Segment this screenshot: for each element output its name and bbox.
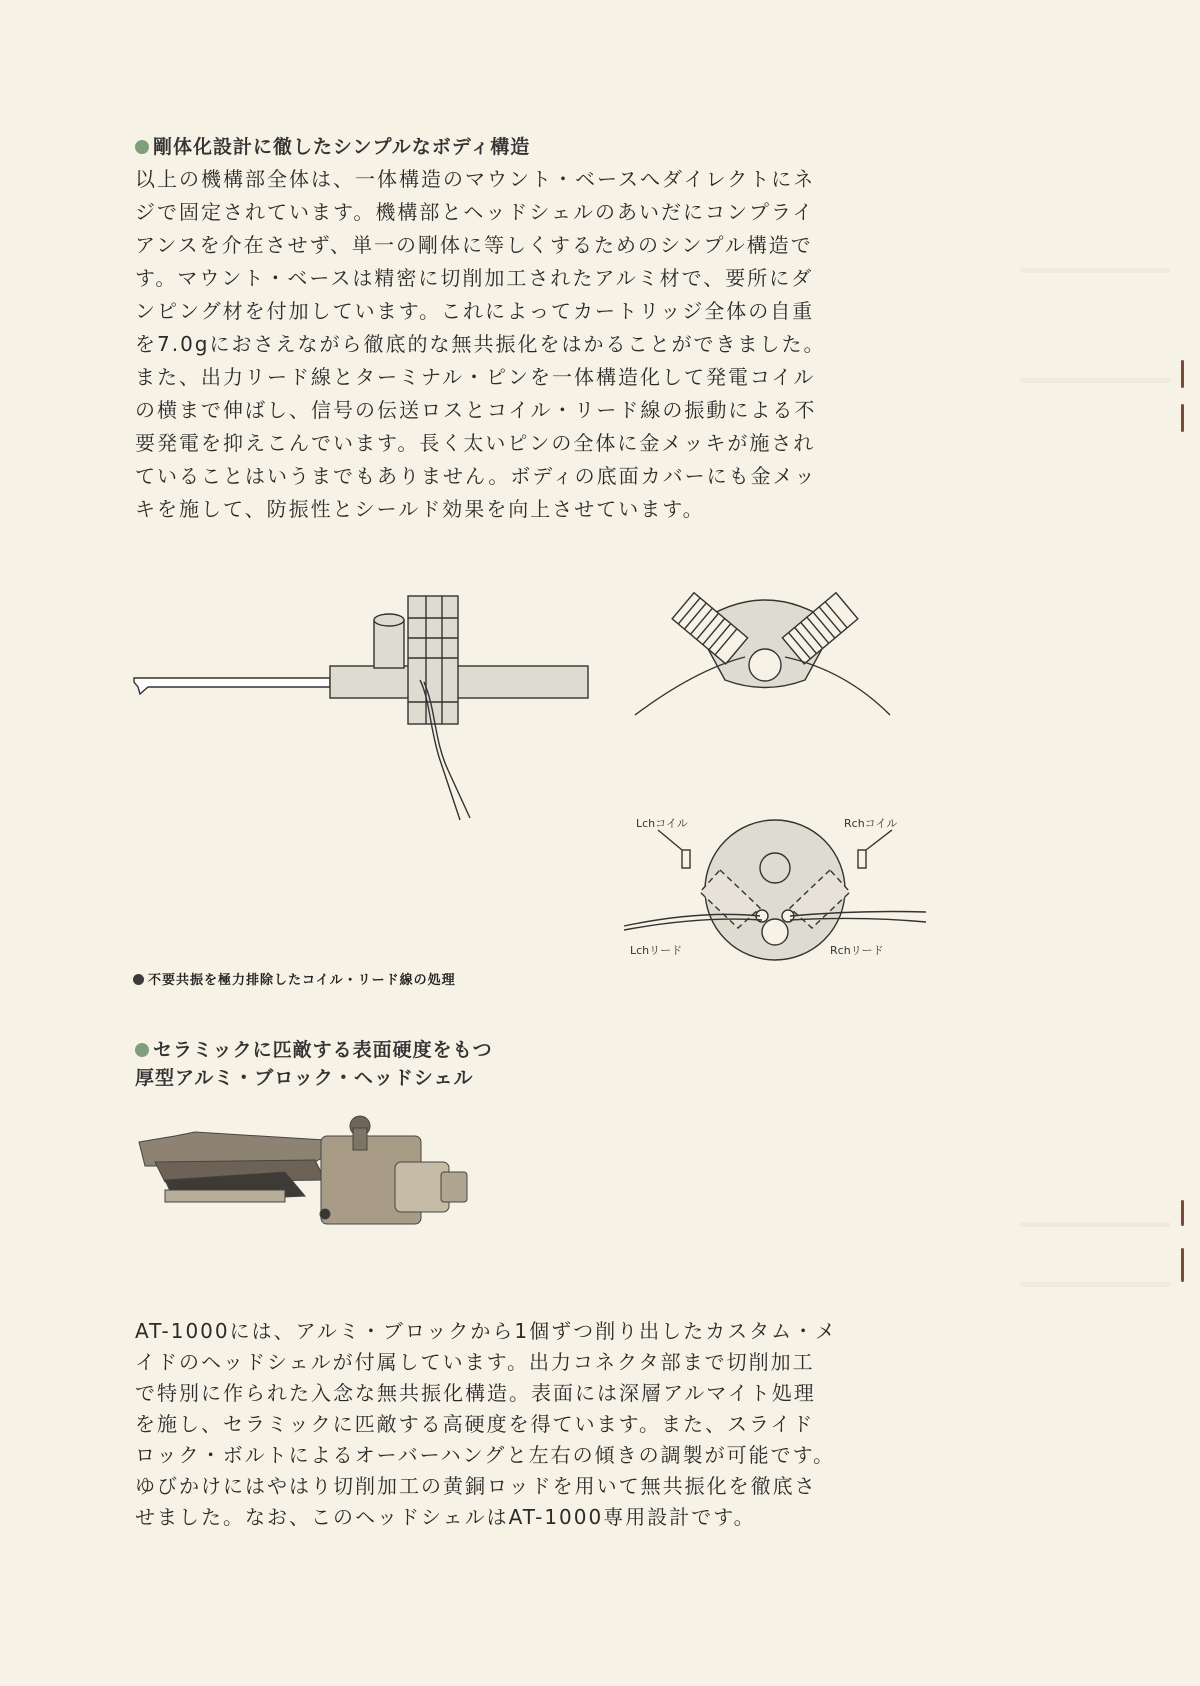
diagram-caption — [133, 969, 456, 988]
section-heading-headshell — [135, 1036, 493, 1092]
bleed-through-line — [1020, 378, 1170, 383]
bleed-through-line — [1020, 1282, 1170, 1287]
bullet-icon — [135, 140, 149, 154]
section-heading-line2: 厚型アルミ・ブロック・ヘッドシェル — [135, 1067, 474, 1089]
bleed-through-line — [1020, 268, 1170, 273]
label-lch-coil: Lchコイル — [636, 817, 688, 830]
paragraph-line: を7.0gにおさえながら徹底的な無共振化をはかることができました。 — [135, 332, 826, 356]
paragraph-line: を施し、セラミックに匹敵する高硬度を得ています。また、スライド — [135, 1412, 815, 1436]
paragraph-line: キを施して、防振性とシールド効果を向上させています。 — [135, 497, 705, 521]
bullet-icon — [135, 1043, 149, 1057]
label-rch-lead: Rchリード — [830, 944, 884, 957]
body-structure-paragraph — [135, 163, 826, 526]
paragraph-line: また、出力リード線とターミナル・ピンを一体構造化して発電コイル — [135, 365, 816, 389]
staple-mark — [1181, 404, 1184, 432]
paragraph-line: 以上の機構部全体は、一体構造のマウント・ベースへダイレクトにネ — [135, 167, 816, 191]
paragraph-line: ていることはいうまでもありません。ボディの底面カバーにも金メッ — [135, 464, 817, 488]
paragraph-line: せました。なお、このヘッドシェルはAT-1000専用設計です。 — [135, 1505, 756, 1529]
bullet-icon — [133, 974, 144, 985]
coil-lead-diagram — [620, 817, 930, 975]
paragraph-line: イドのヘッドシェルが付属しています。出力コネクタ部まで切削加工 — [135, 1350, 815, 1374]
cartridge-side-view-diagram — [130, 590, 610, 840]
bleed-through-line — [1020, 1222, 1170, 1227]
paragraph-line: で特別に作られた入念な無共振化構造。表面には深層アルマイト処理 — [135, 1381, 816, 1405]
staple-mark — [1181, 1248, 1184, 1282]
staple-mark — [1181, 360, 1184, 388]
headshell-paragraph — [135, 1316, 837, 1533]
paragraph-line: 要発電を抑えこんでいます。長く太いピンの全体に金メッキが施され — [135, 431, 816, 455]
label-lch-lead: Lchリード — [630, 944, 683, 957]
paragraph-line: す。マウント・ベースは精密に切削加工されたアルミ材で、要所にダ — [135, 266, 814, 290]
coil-top-diagram — [635, 585, 895, 725]
section-heading-text: 剛体化設計に徹したシンプルなボディ構造 — [153, 136, 531, 158]
staple-mark — [1181, 1200, 1184, 1226]
paragraph-line: アンスを介在させず、単一の剛体に等しくするためのシンプル構造で — [135, 233, 813, 257]
paragraph-line: ゆびかけにはやはり切削加工の黄銅ロッドを用いて無共振化を徹底さ — [135, 1474, 817, 1498]
paragraph-line: の横まで伸ばし、信号の伝送ロスとコイル・リード線の振動による不 — [135, 398, 817, 422]
paragraph-line: ジで固定されています。機構部とヘッドシェルのあいだにコンプライ — [135, 200, 815, 224]
section-heading-body-structure — [135, 132, 530, 159]
caption-text: 不要共振を極力排除したコイル・リード線の処理 — [148, 973, 456, 988]
paragraph-line: ンピング材を付加しています。これによってカートリッジ全体の自重 — [135, 299, 815, 323]
label-rch-coil: Rchコイル — [844, 817, 898, 830]
section-heading-line1: セラミックに匹敵する表面硬度をもつ — [153, 1039, 493, 1061]
paragraph-line: ロック・ボルトによるオーバーハングと左右の傾きの調製が可能です。 — [135, 1443, 835, 1467]
paragraph-line: AT-1000には、アルミ・ブロックから1個ずつ削り出したカスタム・メ — [135, 1319, 838, 1343]
headshell-photo — [135, 1110, 475, 1240]
